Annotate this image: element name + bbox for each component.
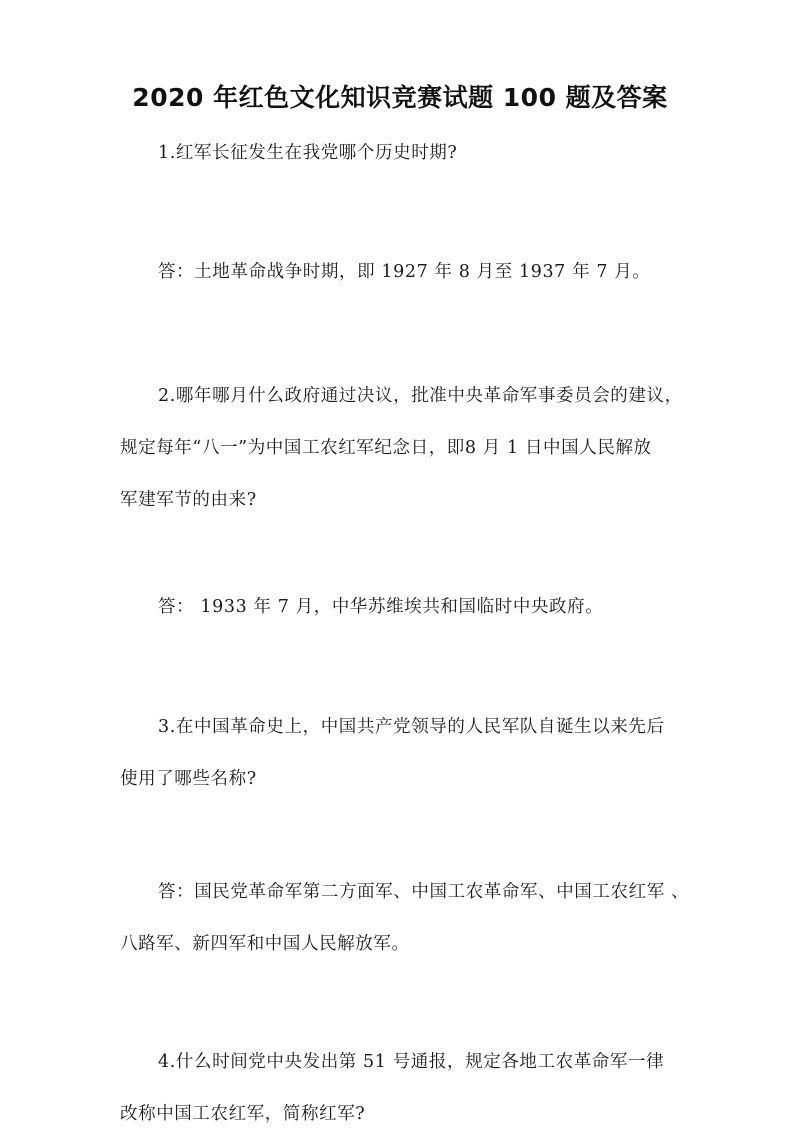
answer-2 — [120, 585, 690, 629]
question-3-line-1: 3.在中国革命史上，中国共产党领导的人民军队自诞生以来先后 — [158, 717, 665, 737]
question-4 — [120, 1040, 690, 1136]
question-4-line-2: 改称中国工农红军，简称红军? — [120, 1104, 366, 1124]
answer-3-line-1: 答：国民党革命军第二方面军、中国工农革命军、中国工农红军 、 — [158, 882, 690, 902]
question-2-line-1: 2.哪年哪月什么政府通过决议，批准中央革命军事委员会的建议， — [158, 386, 683, 406]
answer-3 — [120, 870, 690, 966]
answer-1-line-1: 答：土地革命战争时期，即 1927 年 8 月至 1937 年 7 月。 — [158, 262, 651, 282]
question-2-line-3: 军建军节的由来? — [120, 490, 257, 510]
question-1-line-1: 1.红军长征发生在我党哪个历史时期? — [158, 143, 458, 163]
question-2-line-2: 规定每年“八一”为中国工农红军纪念日，即8 月 1 日中国人民解放 — [120, 438, 652, 458]
question-2 — [120, 374, 690, 522]
question-3-line-2: 使用了哪些名称? — [120, 769, 257, 789]
answer-1 — [120, 250, 690, 294]
question-1 — [120, 131, 690, 175]
document-title: 2020 年红色文化知识竞赛试题 100 题及答案 — [132, 83, 668, 112]
answer-3-line-2: 八路军、新四军和中国人民解放军。 — [120, 934, 410, 954]
question-3 — [120, 705, 690, 801]
answer-2-line-1: 答： 1933 年 7 月，中华苏维埃共和国临时中央政府。 — [158, 597, 604, 617]
question-4-line-1: 4.什么时间党中央发出第 51 号通报，规定各地工农革命军一律 — [158, 1052, 665, 1072]
